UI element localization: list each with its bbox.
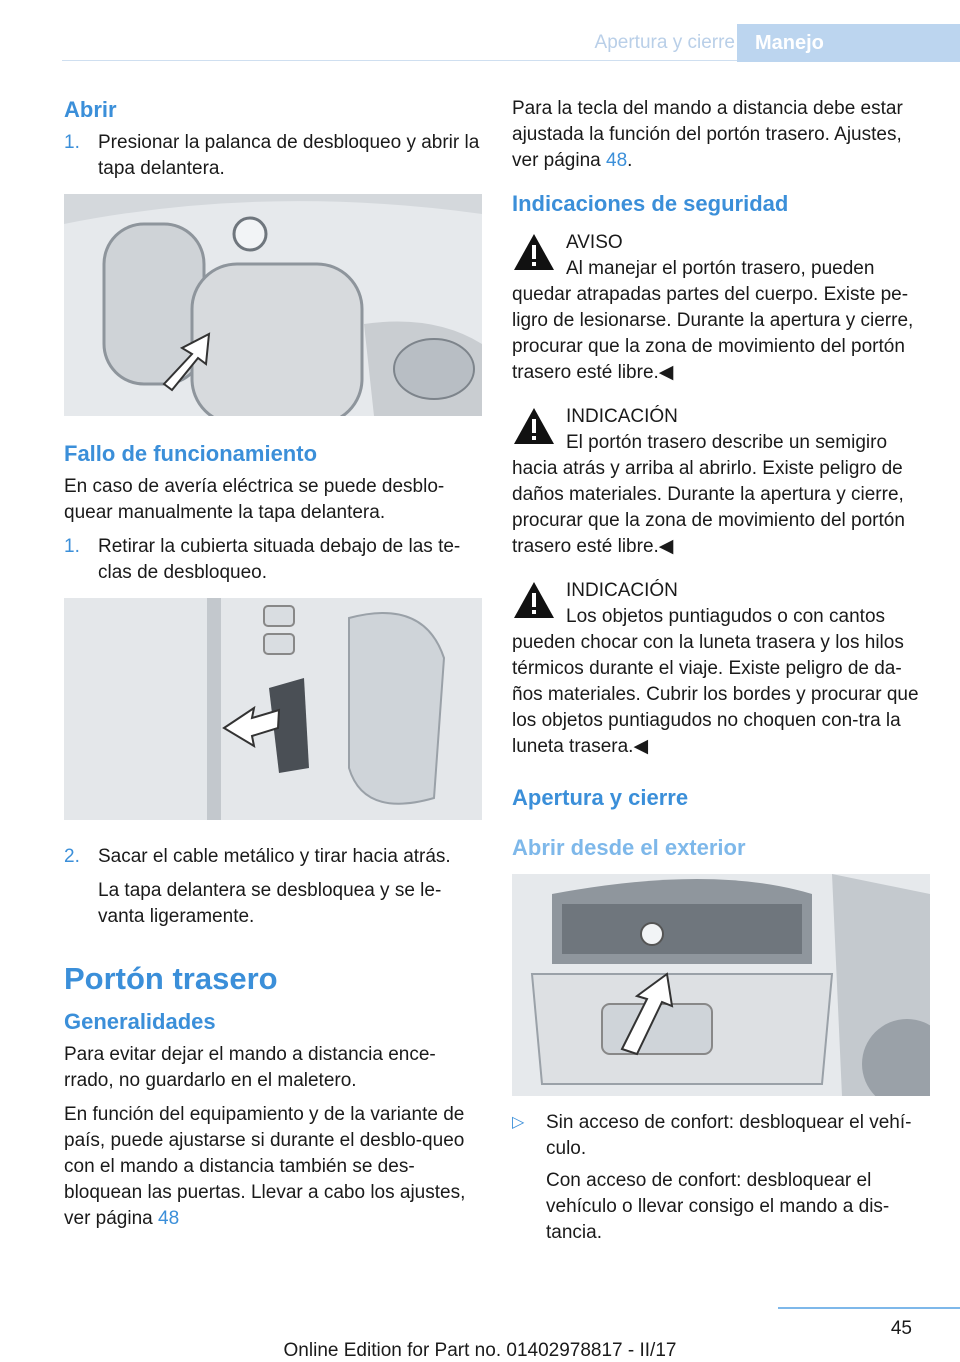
warning-label: AVISO bbox=[566, 232, 623, 253]
para-text: En función del equipamiento y de la variante de país, puede ajustarse si durante el desblo‐queo con el mando a distancia también se des‐bloquean las puertas. Llevar a cabo los ajustes, ver página bbox=[64, 1104, 466, 1229]
edition-footer: Online Edition for Part no. 01402978817 - II/17 bbox=[283, 1340, 677, 1361]
warning-2 bbox=[512, 404, 930, 560]
warning-3 bbox=[512, 578, 930, 760]
generalidades-para-1: Para evitar dejar el mando a distancia ence‐rrado, no guardarlo en el maletero. bbox=[64, 1044, 436, 1091]
page-link[interactable]: 48 bbox=[158, 1208, 180, 1229]
header-chapter-tab: Manejo bbox=[737, 24, 960, 62]
warning-1 bbox=[512, 230, 930, 386]
para-text: Para la tecla del mando a distancia debe estar ajustada la función del portón trasero. Ajustes, ver página bbox=[512, 98, 903, 171]
warning-triangle-icon bbox=[512, 232, 556, 272]
apertura-heading: Apertura y cierre bbox=[512, 785, 689, 810]
bullet-sub: Con acceso de confort: desbloquear el vehículo o llevar consigo el mando a dis‐tancia. bbox=[546, 1170, 890, 1243]
warning-first-line: Los objetos puntiagudos o con cantos bbox=[566, 606, 886, 627]
step-number: 2. bbox=[64, 846, 80, 867]
figure-front-grille bbox=[64, 194, 482, 416]
tailgate-illustration bbox=[512, 874, 930, 1096]
step-text: Sacar el cable metálico y tirar hacia atrás. bbox=[98, 846, 451, 867]
step-number: 1. bbox=[64, 536, 80, 557]
page-number: 45 bbox=[890, 1318, 912, 1339]
left-column bbox=[64, 96, 482, 1240]
front-grille-illustration bbox=[64, 194, 482, 416]
warning-label: INDICACIÓN bbox=[566, 580, 678, 601]
warning-label: INDICACIÓN bbox=[566, 406, 678, 427]
header-section: Apertura y cierre bbox=[594, 32, 735, 53]
step-1 bbox=[64, 130, 482, 182]
figure-tailgate bbox=[512, 874, 930, 1096]
warning-triangle-icon bbox=[512, 406, 556, 446]
warning-body: hacia atrás y arriba al abrirlo. Existe peligro de daños materiales. Durante la apertura y cierre, procurar que la zona de movimiento del portón trasero esté libre.◀ bbox=[512, 458, 905, 557]
step-number: 1. bbox=[64, 132, 80, 153]
fallo-step-2 bbox=[64, 844, 482, 870]
abrir-heading: Abrir bbox=[64, 97, 117, 122]
porton-heading: Portón trasero bbox=[64, 961, 278, 996]
footer-rule bbox=[778, 1307, 960, 1309]
warning-first-line: El portón trasero describe un semigiro bbox=[566, 432, 888, 453]
fallo-step-1 bbox=[64, 534, 482, 586]
para-end: . bbox=[627, 150, 633, 171]
step-2-result: La tapa delantera se desbloquea y se le‐vanta ligeramente. bbox=[98, 880, 442, 927]
generalidades-para-2 bbox=[64, 1102, 482, 1232]
generalidades-heading: Generalidades bbox=[64, 1009, 216, 1034]
triangle-bullet-icon: ▷ bbox=[512, 1114, 525, 1131]
release-cover-illustration bbox=[64, 598, 482, 820]
bullet-item bbox=[512, 1110, 930, 1162]
step-text: Retirar la cubierta situada debajo de las te‐clas de desbloqueo. bbox=[98, 536, 461, 583]
seguridad-heading: Indicaciones de seguridad bbox=[512, 191, 789, 216]
exterior-heading: Abrir desde el exterior bbox=[512, 835, 746, 860]
step-text: Presionar la palanca de desbloqueo y abrir la tapa delantera. bbox=[98, 132, 480, 179]
warning-body: quedar atrapadas partes del cuerpo. Existe pe‐ligro de lesionarse. Durante la apertura y cierre, procurar que la zona de movimiento del portón trasero esté libre.◀ bbox=[512, 284, 914, 383]
figure-release-cover bbox=[64, 598, 482, 820]
right-intro bbox=[512, 96, 930, 174]
warning-triangle-icon bbox=[512, 580, 556, 620]
warning-body: pueden chocar con la luneta trasera y los hilos térmicos durante el viaje. Existe peligro de da‐ños materiales. Cubrir los bordes y procurar que los objetos puntiagudos no choquen con‐tra la luneta trasera.◀ bbox=[512, 632, 919, 757]
right-column bbox=[512, 96, 930, 1254]
fallo-heading: Fallo de funcionamiento bbox=[64, 441, 318, 466]
bullet-text: Sin acceso de confort: desbloquear el vehí‐culo. bbox=[546, 1112, 912, 1159]
warning-first-line: Al manejar el portón trasero, pueden bbox=[566, 258, 875, 279]
page-link[interactable]: 48 bbox=[606, 150, 628, 171]
fallo-intro: En caso de avería eléctrica se puede desblo‐quear manualmente la tapa delantera. bbox=[64, 476, 445, 523]
